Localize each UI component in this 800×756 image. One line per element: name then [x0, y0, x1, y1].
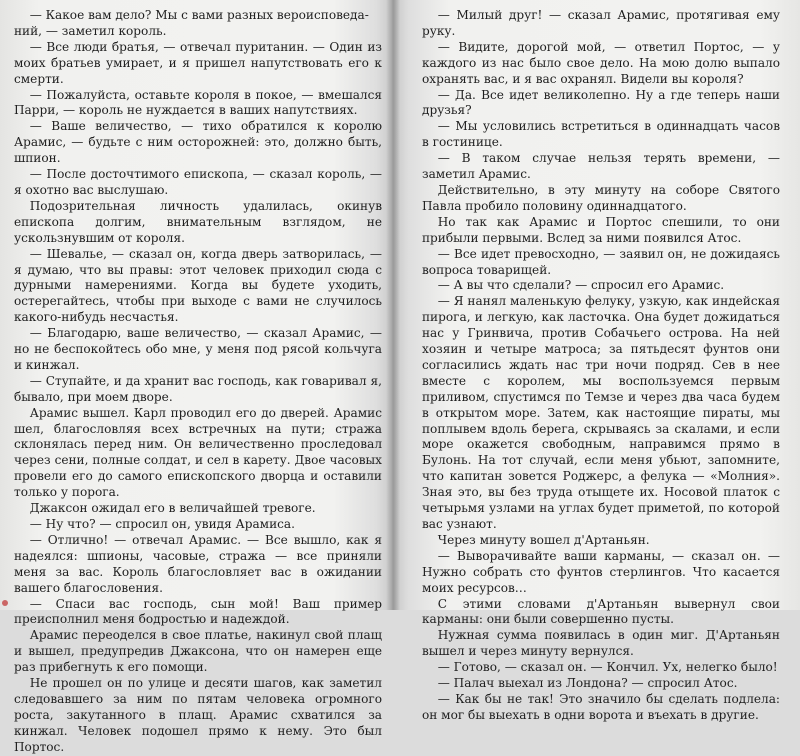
edge-mark [2, 600, 8, 606]
paragraph: — Видите, дорогой мой, — ответил Портос, — у каждого из нас было свое дело. На мою долю выпало охранять вас, и я вас охранял. Видели вы короля? [422, 39, 780, 86]
paragraph: — Спаси вас господь, сын мой! Ваш пример преисполнил меня бодростью и надеждой. [14, 596, 382, 627]
paragraph: — Отлично! — отвечал Арамис. — Все вышло, как я надеялся: шпионы, часовые, стража — все приняли меня за вас. Король благословляет вас в ожидании вашего благословения. [14, 532, 382, 595]
paragraph: Джаксон ожидал его в величайшей тревоге. [29, 501, 316, 516]
paragraph: — Ваше величество, — тихо обратился к королю Арамис, — будьте с ним осторожней: это, должно быть, шпион. [14, 119, 382, 166]
paragraph: Не прошел он по улице и десяти шагов, как заметил следовавшего за ним по пятам человека огромного роста, закутанного в плащ. Арамис схватился за кинжал. Человек подошел прямо к нему. Это был Портос. [14, 676, 382, 754]
paragraph: Подозрительная личность удалилась, окинув епископа долгим, внимательным взглядом, не ускользнувшим от короля. [14, 198, 382, 245]
paragraph: — Все идет превосходно, — заявил он, не дожидаясь вопроса товарищей. [422, 246, 780, 277]
paragraph: — После досточтимого епископа, — сказал король, — я охотно вас выслушаю. [14, 167, 382, 197]
paragraph: — Палач выехал из Лондона? — спросил Атос. [437, 676, 738, 691]
paragraph: — Я нанял маленькую фелуку, узкую, как индейская пирога, и легкую, как ласточка. Она будет дожидаться нас у Гринвича, против Собачьего острова. На ней хозяин и четыре матроса; за пятьдесят фунтов они согласились ждать нас три ночи подряд. Сев в нее вместе с королем, мы воспользуемся первым приливом, спустимся по Темзе и через два часа будем в открытом море. Затем, как настоящие пираты, мы поплывем вдоль берега, скрываясь за скалами, и если море окажется свободным, направимся прямо в Булонь. На тот случай, если меня убьют, запомните, что капитан зовется Роджерс, а фелука — «Молния». Зная это, вы без труда отыщете их. Носовой платок с четырьмя узлами на углах будет приметой, по которой вас узнают. [422, 294, 780, 531]
paragraph: — Готово, — сказал он. — Кончил. Ух, нелегко было! [437, 660, 778, 675]
left-page [0, 0, 392, 754]
paragraph: — Мы условились встретиться в одиннадцать часов в гостинице. [422, 119, 780, 150]
paragraph: — Ну что? — спросил он, увидя Арамиса. [29, 517, 295, 531]
paragraph: Через минуту вошел д'Артаньян. [437, 532, 650, 547]
paragraph: ний, — заметил король. [14, 23, 167, 38]
paragraph: — Шевалье, — сказал он, когда дверь затворилась, — я думаю, что вы правы: этот человек приходил сюда с дурными намерениями. Когда вы будете уходить, остерегайтесь, чтобы при выходе с вами не случилось какого-нибудь несчастья. [14, 246, 382, 325]
paragraph: Арамис переоделся в свое платье, накинул свой плащ и вышел, предупредив Джаксона, что он намерен еще раз прибегнуть к его помощи. [14, 628, 382, 675]
paragraph: — Да. Все идет великолепно. Ну а где теперь наши друзья? [422, 87, 780, 118]
paragraph: — Ступайте, и да хранит вас господь, как говаривал я, бывало, при моем дворе. [14, 373, 382, 404]
paragraph: — Выворачивайте ваши карманы, — сказал он. — Нужно собрать сто фунтов стерлингов. Что касается моих ресурсов… [422, 548, 780, 595]
paragraph: — Какое вам дело? Мы с вами разных вероисповеда- [29, 8, 369, 22]
paragraph: — А вы что сделали? — спросил его Арамис. [437, 278, 725, 293]
paragraph: Нужная сумма появилась в один миг. Д'Артаньян вышел и через минуту вернулся. [422, 628, 780, 659]
right-page [392, 0, 800, 722]
paragraph: Арамис вышел. Карл проводил его до дверей. Арамис шел, благословляя всех встречных на пути; стража склонялась перед ним. Он величественно проследовал через сени, полные солдат, и сел в карету. Двое часовых провели его до самого епископского дворца и оставили только у порога. [14, 405, 382, 500]
paragraph: — Как бы не так! Это значило бы сделать подлела: он мог бы выехать в одни ворота и въехать в другие. [422, 691, 780, 722]
paragraph: — Все люди братья, — отвечал пуританин. — Один из моих братьев умирает, и я пришел напутствовать его к смерти. [14, 39, 382, 86]
paragraph: — Пожалуйста, оставьте короля в покое, — вмешался Парри, — король не нуждается в ваших напутствиях. [14, 87, 382, 118]
paragraph: — Благодарю, ваше величество, — сказал Арамис, — но не беспокойтесь обо мне, у меня под рясой кольчуга и кинжал. [14, 326, 382, 372]
paragraph: Но так как Арамис и Портос спешили, то они прибыли первыми. Вслед за ними появился Атос. [422, 214, 780, 245]
paragraph: С этими словами д'Артаньян вывернул свои карманы: они были совершенно пусты. [422, 596, 780, 627]
paragraph: — Милый друг! — сказал Арамис, протягивая ему руку. [422, 8, 780, 38]
paragraph: — В таком случае нельзя терять времени, — заметил Арамис. [422, 151, 780, 182]
paragraph: Действительно, в эту минуту на соборе Святого Павла пробило половину одиннадцатого. [422, 182, 780, 213]
